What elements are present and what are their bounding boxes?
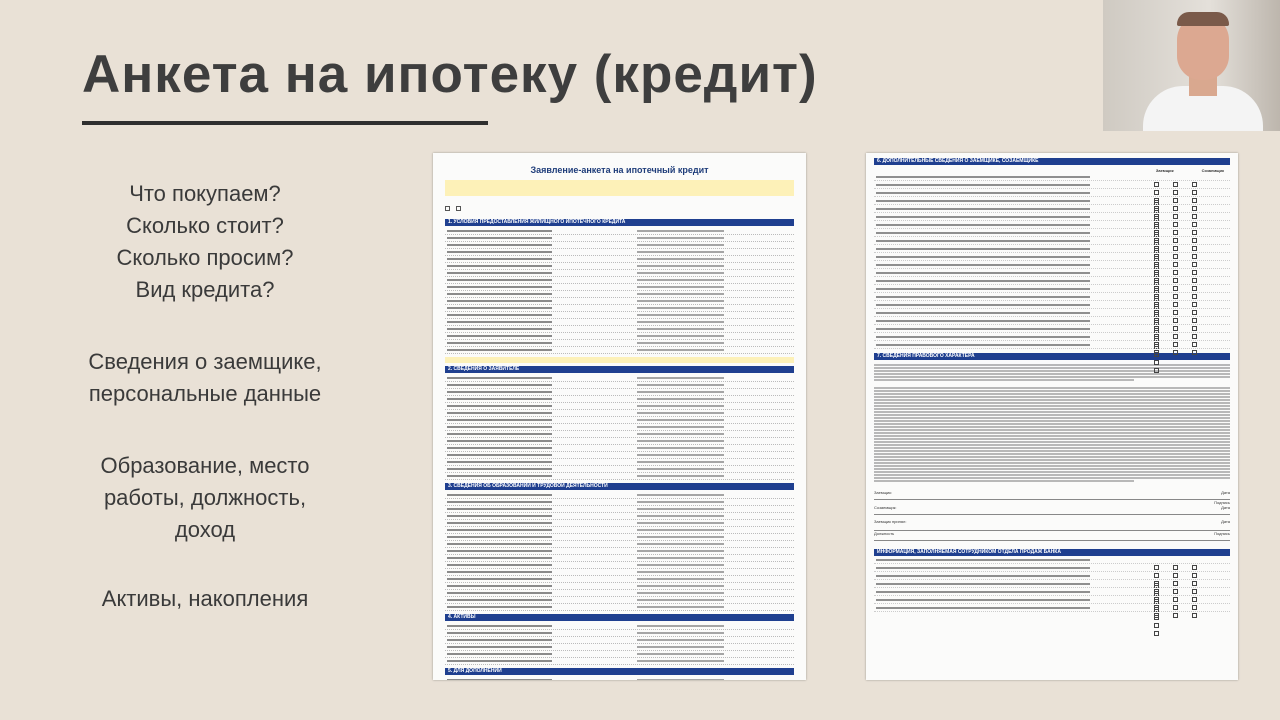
title-underline xyxy=(82,121,488,125)
bullet-credit-type: Вид кредита? xyxy=(135,277,275,302)
section-header-applicant: 2. СВЕДЕНИЯ О ЗАЯВИТЕЛЕ xyxy=(445,366,794,373)
section-bank-info-rows xyxy=(866,556,1238,612)
bullet-group-borrower xyxy=(40,346,370,410)
bullet-what-buying: Что покупаем? xyxy=(129,181,281,206)
section-header-education-work: 3. СВЕДЕНИЯ ОБ ОБРАЗОВАНИИ И ТРУДОВОЙ ДЕЯТЕЛЬНОСТИ xyxy=(445,483,794,490)
bullet-group-purchase xyxy=(40,178,370,306)
signature-position-label: Должность xyxy=(874,531,895,536)
signature-block xyxy=(874,490,1230,541)
section-legal-info-text xyxy=(866,360,1238,482)
signature-date-label-3: Дата xyxy=(1221,519,1230,524)
bullet-borrower-info-2: персональные данные xyxy=(88,381,322,406)
signature-accepted-label: Заемщик принял: xyxy=(874,519,907,524)
slide-title: Анкета на ипотеку (кредит) xyxy=(82,45,818,104)
signature-sign-label: Подпись xyxy=(1214,500,1230,505)
section-applicant-rows xyxy=(445,375,794,480)
bullet-group-assets xyxy=(40,583,370,615)
section-additions-rows xyxy=(445,677,794,680)
bullet-group-work xyxy=(40,450,370,546)
column-borrower: Заемщик xyxy=(1155,168,1174,173)
mortgage-application-form-page-2 xyxy=(866,153,1238,680)
form-title: Заявление-анкета на ипотечный кредит xyxy=(530,165,709,175)
section-header-bank-info: ИНФОРМАЦИЯ, ЗАПОЛНЯЕМАЯ СОТРУДНИКОМ ОТДЕЛА ПРОДАЖ БАНКА xyxy=(874,549,1230,556)
section-assets-rows xyxy=(445,623,794,665)
signature-sign-label-2: Подпись xyxy=(1214,531,1230,536)
signature-coborrower-label: Созаемщик: xyxy=(874,505,897,510)
signature-date-label: Дата xyxy=(1221,490,1230,495)
webcam-overlay xyxy=(1103,0,1280,131)
bullet-education-1: Образование, место xyxy=(100,453,310,478)
mortgage-application-form-page-1 xyxy=(433,153,806,680)
section-additional-info-rows xyxy=(866,173,1238,349)
column-coborrower: Созаемщик xyxy=(1201,168,1224,173)
section-loan-terms-rows xyxy=(445,228,794,354)
section-header-loan-terms: 1. УСЛОВИЯ ПРЕДОСТАВЛЕНИЯ ЖИЛИЩНОГО ИПОТЕЧНОГО КРЕДИТА xyxy=(445,219,794,226)
bullet-cost: Сколько стоит? xyxy=(126,213,284,238)
bullet-education-2: работы, должность, xyxy=(103,485,307,510)
signature-date-label-2: Дата xyxy=(1221,505,1230,510)
bullet-assets: Активы, накопления xyxy=(101,586,309,611)
section-header-additions: 5. ДЛЯ ДОПОЛНЕНИЙ xyxy=(445,668,794,675)
bullet-amount-requested: Сколько просим? xyxy=(116,245,294,270)
bullet-education-3: доход xyxy=(174,517,236,542)
section-header-legal-info: 7. СВЕДЕНИЯ ПРАВОВОГО ХАРАКТЕРА xyxy=(874,353,1230,360)
bullet-borrower-info-1: Сведения о заемщике, xyxy=(88,349,322,374)
form-note xyxy=(445,180,794,196)
section-education-work-rows xyxy=(445,492,794,611)
section-header-assets: 4. АКТИВЫ xyxy=(445,614,794,621)
signature-borrower-label: Заемщик: xyxy=(874,490,893,495)
section-header-additional-info: 6. ДОПОЛНИТЕЛЬНЫЕ СВЕДЕНИЯ О ЗАЕМЩИКЕ, СОЗАЕМЩИКЕ xyxy=(874,158,1230,165)
